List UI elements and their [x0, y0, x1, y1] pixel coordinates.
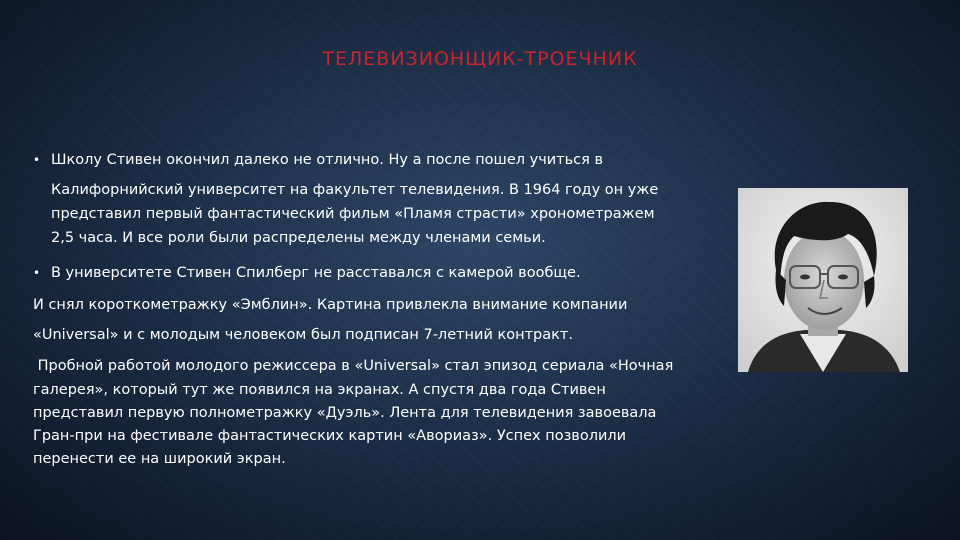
paragraph-2: «Universal» и с молодым человеком был подписан 7-летний контракт.	[33, 327, 573, 343]
bullet1-line-2: Калифорнийский университет на факультет телевидения. В 1964 году он уже	[51, 182, 659, 198]
bullet1-line-4: 2,5 часа. И все роли были распределены между членами семьи.	[51, 230, 546, 246]
bullet1-line-1: Школу Стивен окончил далеко не отлично. Ну а после пошел учиться в	[51, 152, 604, 168]
slide-title: ТЕЛЕВИЗИОНЩИК-ТРОЕЧНИК	[322, 48, 638, 70]
portrait-image	[738, 188, 908, 372]
bullet1-line-3: представил первый фантастический фильм «Пламя страсти» хронометражем	[51, 206, 655, 222]
paragraph-3-line-2: галерея», который тут же появился на экранах. А спустя два года Стивен	[33, 382, 606, 398]
paragraph-3-line-3: представил первую полнометражку «Дуэль». Лента для телевидения завоевала	[33, 405, 657, 421]
bullet-marker: •	[33, 153, 41, 167]
paragraph-3-line-5: перенести ее на широкий экран.	[33, 451, 286, 467]
paragraph-3-line-1: Пробной работой молодого режиссера в «Universal» стал эпизод сериала «Ночная	[33, 358, 674, 374]
bullet-marker: •	[33, 266, 41, 280]
portrait-photo	[738, 188, 908, 372]
paragraph-1: И снял короткометражку «Эмблин». Картина привлекла внимание компании	[33, 297, 628, 313]
paragraph-3-line-4: Гран-при на фестивале фантастических картин «Авориаз». Успех позволили	[33, 428, 627, 444]
bullet2-line-1: В университете Стивен Спилберг не расставался с камерой вообще.	[51, 265, 581, 281]
